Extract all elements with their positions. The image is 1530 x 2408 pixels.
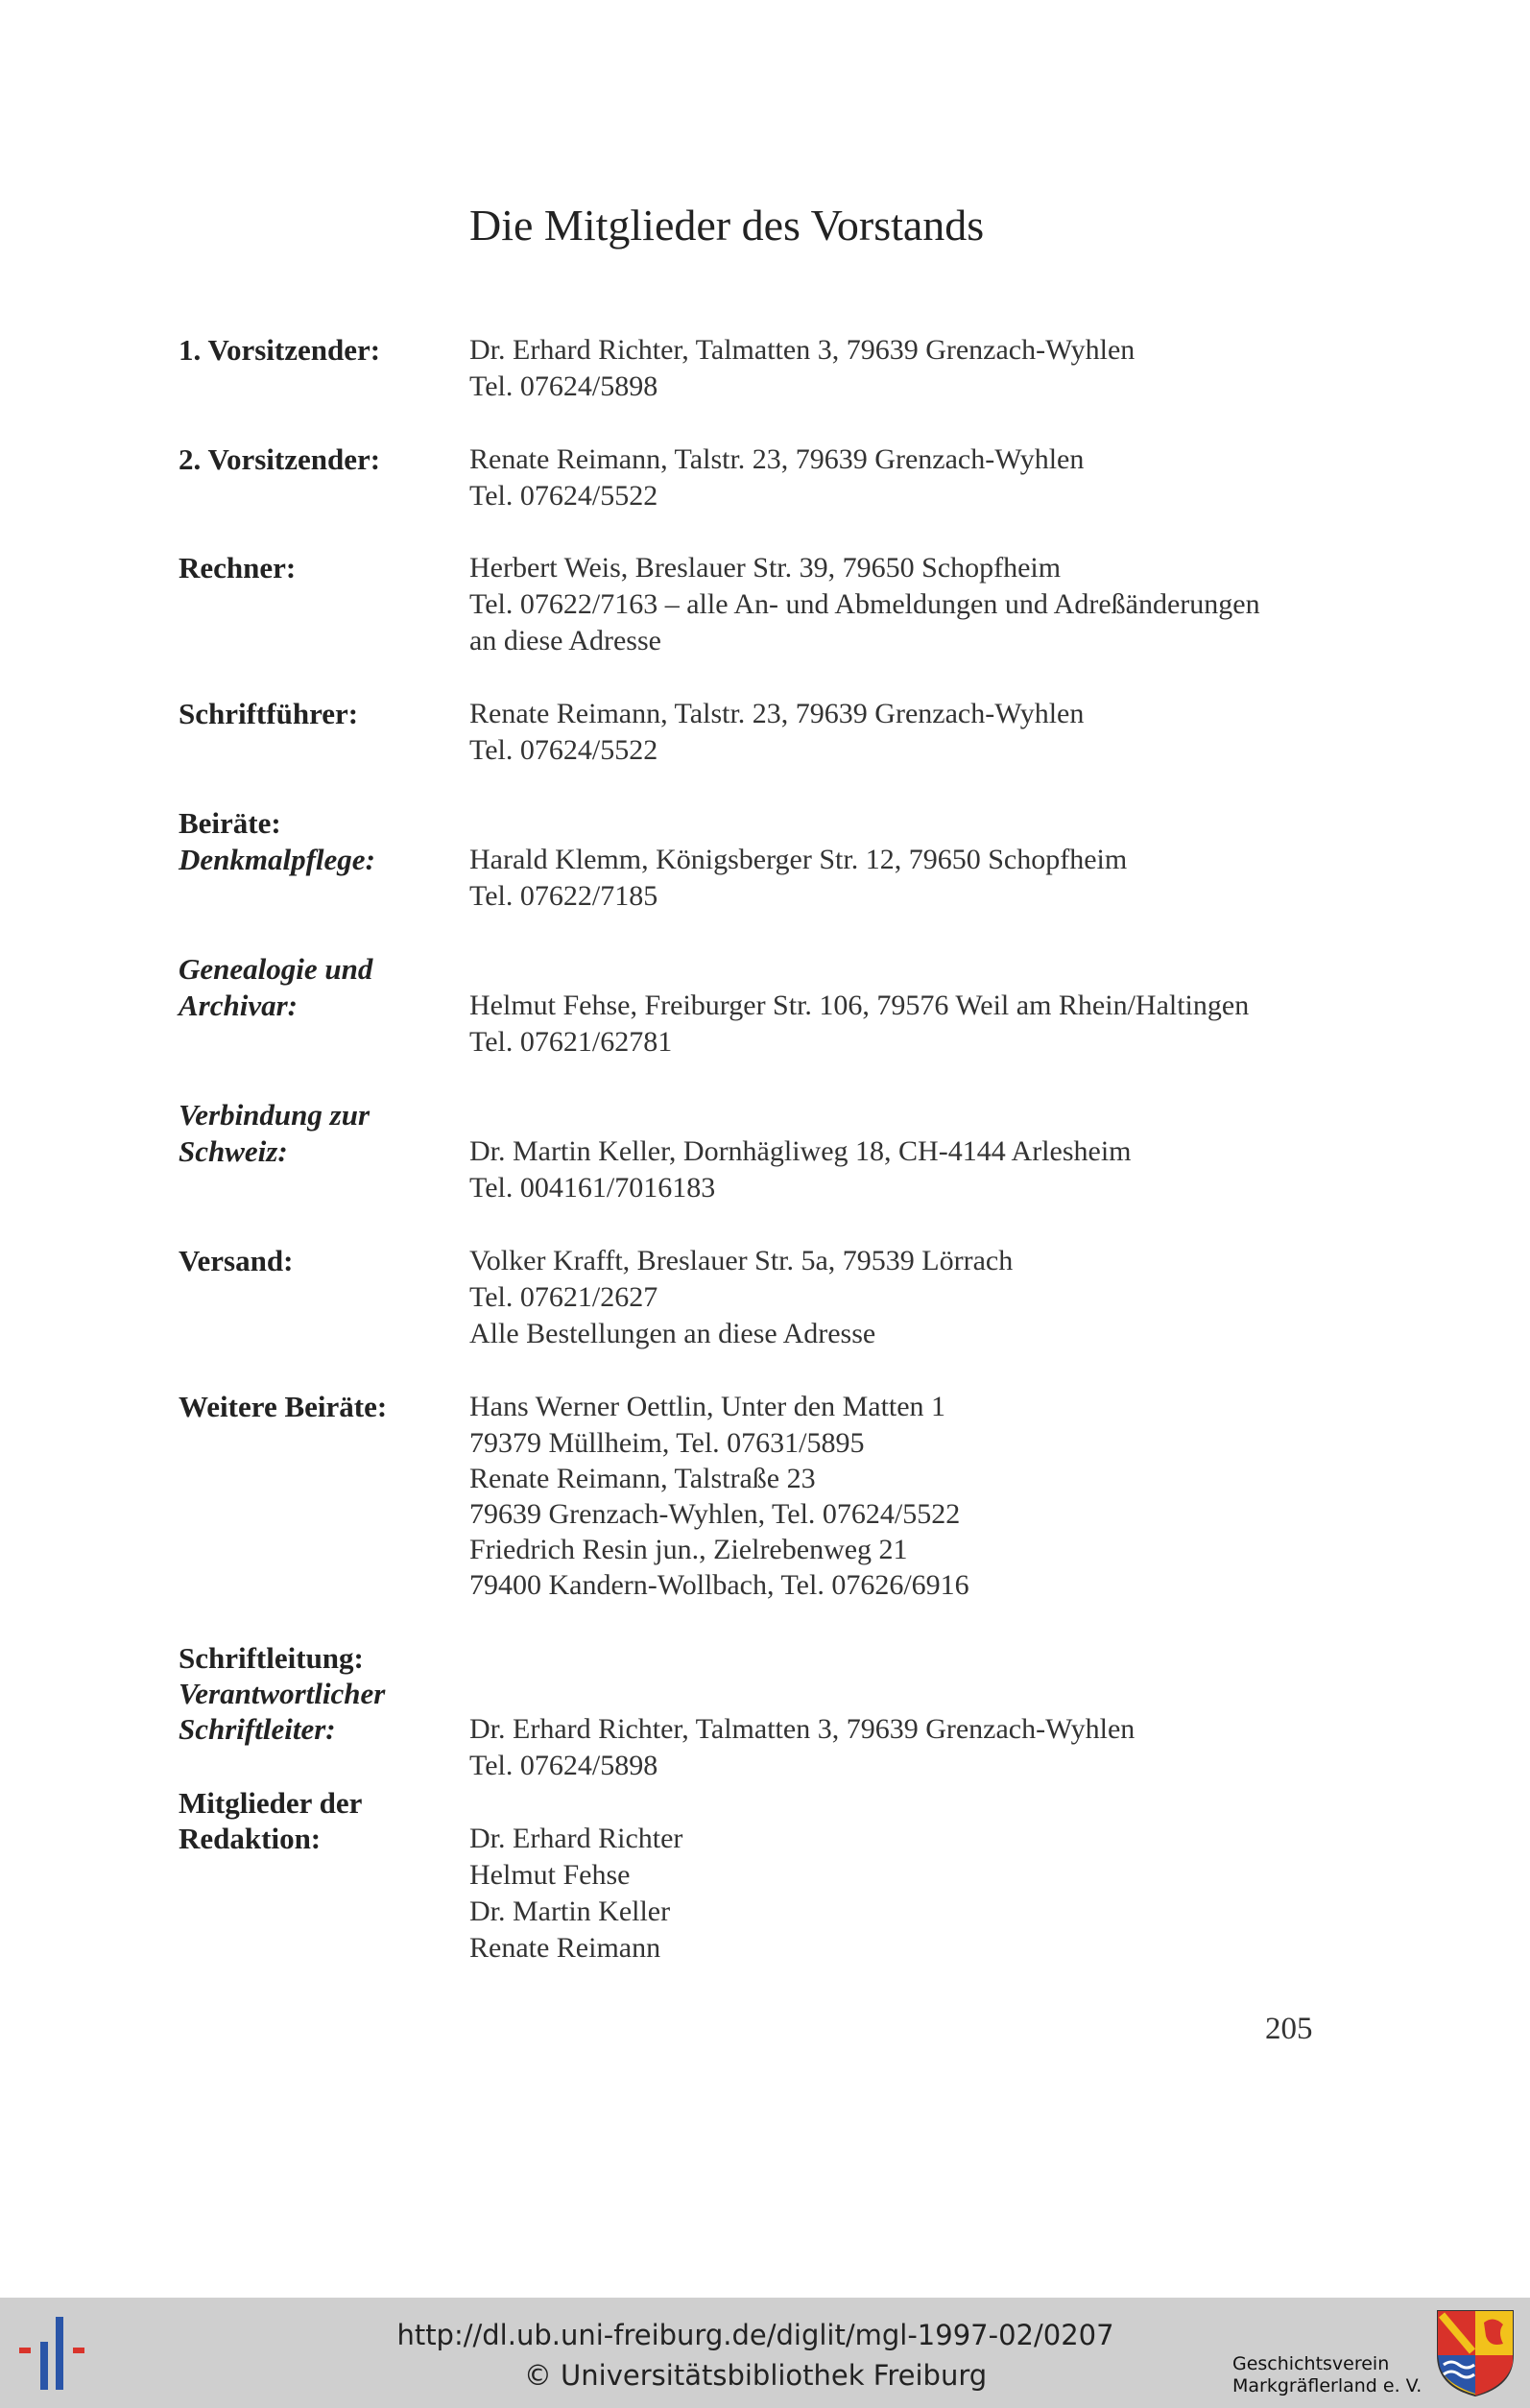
- label-rechner: Rechner:: [179, 551, 297, 584]
- value-redaktion-line3: Dr. Martin Keller: [469, 1895, 671, 1927]
- heading-beiraete: Beiräte:: [179, 806, 281, 840]
- label-schriftfuehrer: Schriftführer:: [179, 697, 359, 730]
- value-vorsitzender-1-line2: Tel. 07624/5898: [469, 370, 658, 402]
- value-schriftleiter-line1: Dr. Erhard Richter, Talmatten 3, 79639 Grenzach-Wyhlen: [469, 1713, 1136, 1745]
- label-redaktion-line1: Mitglieder der: [179, 1786, 363, 1820]
- society-name-line1: Geschichtsverein: [1232, 2353, 1390, 2374]
- page-number: 205: [1265, 2012, 1313, 2046]
- value-schweiz-line2: Tel. 004161/7016183: [469, 1172, 716, 1204]
- value-schriftfuehrer-line1: Renate Reimann, Talstr. 23, 79639 Grenzach-Wyhlen: [469, 698, 1085, 729]
- society-name: [1232, 2353, 1422, 2397]
- label-schriftleiter-line2: Schriftleiter:: [179, 1712, 336, 1746]
- label-schweiz-line2: Schweiz:: [179, 1134, 288, 1168]
- label-denkmalpflege: Denkmalpflege:: [179, 843, 375, 876]
- heading-schriftleitung: Schriftleitung:: [179, 1641, 364, 1675]
- value-weitere-line5: Friedrich Resin jun., Zielrebenweg 21: [469, 1534, 908, 1565]
- value-rechner-line2: Tel. 07622/7163 – alle An- und Abmeldungen und Adreßänderungen: [469, 588, 1260, 620]
- label-vorsitzender-2: 2. Vorsitzender:: [179, 442, 381, 476]
- value-weitere-line2: 79379 Müllheim, Tel. 07631/5895: [469, 1427, 865, 1459]
- value-weitere-line4: 79639 Grenzach-Wyhlen, Tel. 07624/5522: [469, 1498, 961, 1530]
- value-versand-line1: Volker Krafft, Breslauer Str. 5a, 79539 Lörrach: [469, 1245, 1014, 1276]
- footer-url-link[interactable]: http://dl.ub.uni-freiburg.de/diglit/mgl-1997-02/0207: [396, 2319, 1114, 2351]
- label-schriftleiter-line1: Verantwortlicher: [179, 1677, 386, 1710]
- label-redaktion-line2: Redaktion:: [179, 1822, 322, 1855]
- society-crest-icon: [1436, 2309, 1515, 2397]
- value-weitere-line3: Renate Reimann, Talstraße 23: [469, 1463, 816, 1494]
- value-genealogie-line1: Helmut Fehse, Freiburger Str. 106, 79576 Weil am Rhein/Haltingen: [469, 989, 1250, 1021]
- label-genealogie-line2: Archivar:: [179, 989, 298, 1022]
- value-schriftfuehrer-line2: Tel. 07624/5522: [469, 734, 658, 766]
- page-title: Die Mitglieder des Vorstands: [469, 201, 985, 250]
- value-weitere-line1: Hans Werner Oettlin, Unter den Matten 1: [469, 1391, 946, 1422]
- society-name-line2: Markgräflerland e. V.: [1232, 2375, 1422, 2396]
- label-weitere-beiraete: Weitere Beiräte:: [179, 1390, 388, 1423]
- footer-bar: [0, 2298, 1530, 2408]
- value-redaktion-line1: Dr. Erhard Richter: [469, 1823, 683, 1854]
- value-redaktion-line2: Helmut Fehse: [469, 1859, 631, 1891]
- value-vorsitzender-1-line1: Dr. Erhard Richter, Talmatten 3, 79639 Grenzach-Wyhlen: [469, 334, 1136, 366]
- label-vorsitzender-1: 1. Vorsitzender:: [179, 333, 381, 367]
- value-versand-line3: Alle Bestellungen an diese Adresse: [469, 1318, 876, 1349]
- value-schriftleiter-line2: Tel. 07624/5898: [469, 1750, 658, 1781]
- value-versand-line2: Tel. 07621/2627: [469, 1281, 658, 1313]
- value-genealogie-line2: Tel. 07621/62781: [469, 1026, 673, 1058]
- value-denkmalpflege-line2: Tel. 07622/7185: [469, 880, 658, 912]
- value-rechner-line3: an diese Adresse: [469, 625, 661, 656]
- value-weitere-line6: 79400 Kandern-Wollbach, Tel. 07626/6916: [469, 1569, 969, 1601]
- value-vorsitzender-2-line1: Renate Reimann, Talstr. 23, 79639 Grenzach-Wyhlen: [469, 443, 1085, 475]
- value-redaktion-line4: Renate Reimann: [469, 1932, 661, 1964]
- footer-copyright: © Universitätsbibliothek Freiburg: [523, 2359, 988, 2392]
- value-denkmalpflege-line1: Harald Klemm, Königsberger Str. 12, 79650 Schopfheim: [469, 844, 1128, 875]
- value-rechner-line1: Herbert Weis, Breslauer Str. 39, 79650 Schopfheim: [469, 552, 1062, 584]
- label-versand: Versand:: [179, 1244, 294, 1277]
- value-vorsitzender-2-line2: Tel. 07624/5522: [469, 480, 658, 512]
- label-schweiz-line1: Verbindung zur: [179, 1098, 371, 1132]
- value-schweiz-line1: Dr. Martin Keller, Dornhägliweg 18, CH-4144 Arlesheim: [469, 1135, 1132, 1167]
- label-genealogie-line1: Genealogie und: [179, 952, 373, 986]
